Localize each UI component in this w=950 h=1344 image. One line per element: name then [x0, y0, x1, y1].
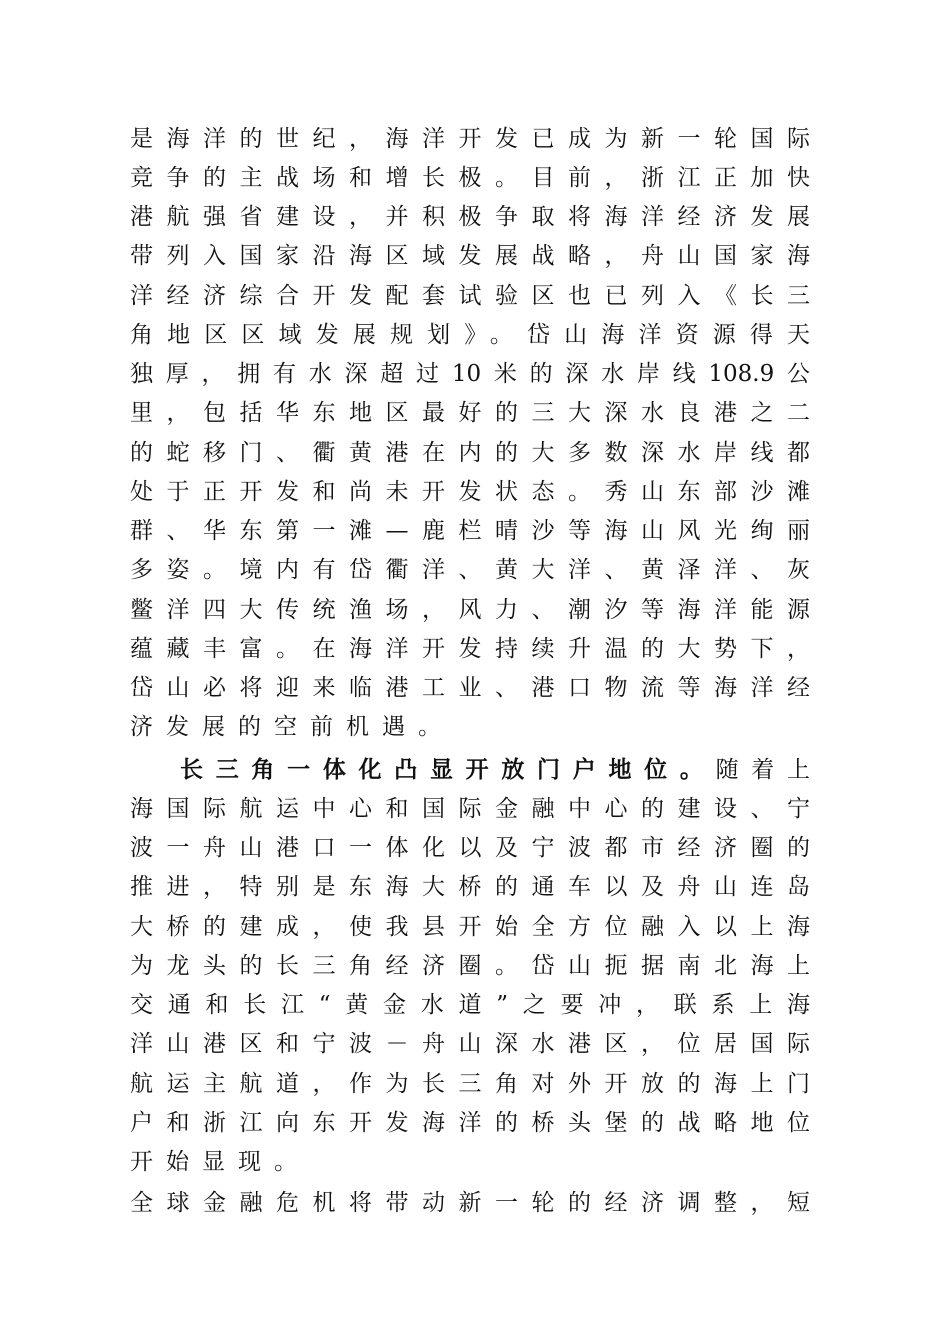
section-heading: 长三角一体化凸显开放门户地位。 [180, 756, 716, 783]
text-line: 济发展的空前机遇。 [130, 714, 454, 740]
text-line: 是海洋的世纪，海洋开发已成为新一轮国际 [130, 126, 810, 152]
text-line: 大桥的建成，使我县开始全方位融入以上海 [130, 914, 810, 940]
text-line: 推进，特别是东海大桥的通车以及舟山连岛 [130, 874, 810, 900]
text-line: 里，包括华东地区最好的三大深水良港之二 [130, 400, 810, 426]
text-line: 港航强省建设，并积极争取将海洋经济发展 [130, 204, 810, 230]
text-line: 鳖洋四大传统渔场，风力、潮汐等海洋能源 [130, 597, 810, 623]
text-line: 独厚，拥有水深超过10米的深水岸线108.9公 [130, 361, 810, 387]
text-line: 为龙头的长三角经济圈。岱山扼据南北海上 [130, 953, 810, 979]
text-line: 蕴藏丰富。在海洋开发持续升温的大势下， [130, 636, 810, 662]
text-line: 多姿。境内有岱衢洋、黄大洋、黄泽洋、灰 [130, 557, 810, 583]
text-line: 竞争的主战场和增长极。目前，浙江正加快 [130, 165, 810, 191]
text-line: 岱山必将迎来临港工业、港口物流等海洋经 [130, 675, 810, 701]
text-line: 开始显现。 [130, 1149, 310, 1175]
paragraph-first-line [180, 755, 810, 785]
text-line: 海国际航运中心和国际金融中心的建设、宁 [130, 796, 810, 822]
text-line: 航运主航道，作为长三角对外开放的海上门 [130, 1071, 810, 1097]
text-line: 群、华东第一滩—鹿栏晴沙等海山风光绚丽 [130, 518, 810, 544]
text-line: 的蛇移门、衢黄港在内的大多数深水岸线都 [130, 440, 810, 466]
text-line: 户和浙江向东开发海洋的桥头堡的战略地位 [130, 1110, 810, 1136]
text-line: 角地区区域发展规划》。岱山海洋资源得天 [130, 322, 810, 348]
text-line: 处于正开发和尚未开发状态。秀山东部沙滩 [130, 479, 810, 505]
text-line: 洋经济综合开发配套试验区也已列入《长三 [130, 283, 810, 309]
text-line: 带列入国家沿海区域发展战略，舟山国家海 [130, 243, 810, 269]
text-line: 洋山港区和宁波－舟山深水港区，位居国际 [130, 1031, 810, 1057]
text-line: 全球金融危机将带动新一轮的经济调整，短 [130, 1190, 810, 1216]
text-span: 随着上 [715, 757, 811, 783]
text-line: 交通和长江“黄金水道”之要冲，联系上海 [130, 992, 810, 1018]
text-line: 波一舟山港口一体化以及宁波都市经济圈的 [130, 835, 810, 861]
